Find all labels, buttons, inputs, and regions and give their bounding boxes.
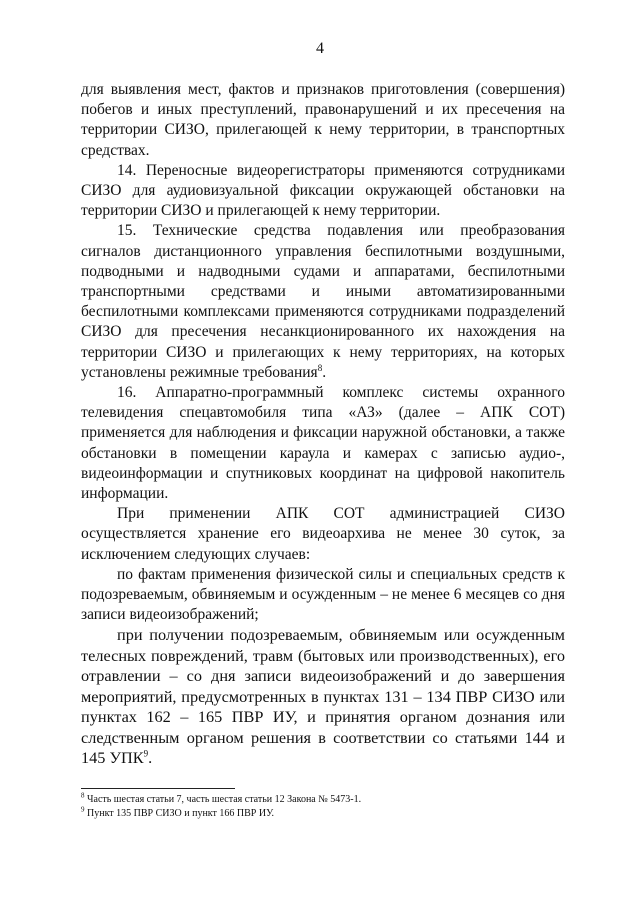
footnote-9-marker: 9: [81, 805, 85, 814]
paragraph-injury-text: при получении подозреваемым, обвиняемым или осужденным телесных повреждений, травм (бытовых или производственных), его отравлении – со дня записи видеоизображений и до завершения мероприятий, предусмотренных в пунктах 131 – 134 ПВР СИЗО или пунктах 162 – 165 ПВР ИУ, и принятия органом дознания или следственным органом решения в соответствии со статьями 144 и 145 УПК: [81, 625, 565, 768]
paragraph-14: 14. Переносные видеорегистраторы применяются сотрудниками СИЗО для аудиовизуальной фиксации окружающей обстановки на территории СИЗО и прилегающей к нему территории.: [81, 161, 565, 220]
footnote-8: [81, 793, 565, 807]
paragraph-15: [81, 221, 565, 383]
paragraph-15-text: 15. Технические средства подавления или преобразования сигналов дистанционного управления беспилотными воздушными, подводными и надводными судами и аппаратами, беспилотными транспортными средствами и иными автоматизированными беспилотными комплексами применяются сотрудниками подразделений СИЗО для пресечения несанкционированного их нахождения на территории СИЗО и прилегающих к нему территориях, на которых установлены режимные требования: [81, 222, 565, 381]
footnotes: [81, 793, 565, 821]
paragraph-force-cases: по фактам применения физической силы и специальных средств к подозреваемым, обвиняемым и осужденным – не менее 6 месяцев со дня записи видеоизображений;: [81, 565, 565, 624]
footnote-ref-8: 8: [317, 362, 323, 373]
paragraph-continuation: для выявления мест, фактов и признаков приготовления (совершения) побегов и иных преступлений, правонарушений и их пресечения на территории СИЗО, прилегающей к нему территории, в транспортных средствах.: [81, 81, 565, 159]
footnote-9-text: Пункт 135 ПВР СИЗО и пункт 166 ПВР ИУ.: [87, 808, 275, 819]
paragraph-storage: При применении АПК СОТ администрацией СИЗО осуществляется хранение его видеоархива не менее 30 суток, за исключением следующих случаев:: [81, 505, 565, 563]
footnote-8-text: Часть шестая статьи 7, часть шестая статьи 12 Закона № 5473-1.: [87, 794, 362, 805]
footnote-8-marker: 8: [81, 791, 85, 800]
footnote-ref-9: 9: [143, 749, 149, 760]
paragraph-injury-end: .: [148, 748, 153, 768]
footnote-9: [81, 807, 565, 821]
paragraph-16: 16. Аппаратно-программный комплекс системы охранного телевидения спецавтомобиля типа «АЗ» (далее – АПК СОТ) применяется для наблюдения и фиксации наружной обстановки, а также обстановки в помещении караула и камерах с записью аудио-, видеоинформации и спутниковых координат на цифровой накопитель информации.: [81, 384, 565, 503]
document-body: [81, 80, 565, 769]
paragraph-injury-cases: [81, 625, 565, 769]
footnote-divider: [81, 788, 235, 789]
page-number: 4: [316, 40, 324, 57]
paragraph-15-end: .: [322, 363, 327, 381]
